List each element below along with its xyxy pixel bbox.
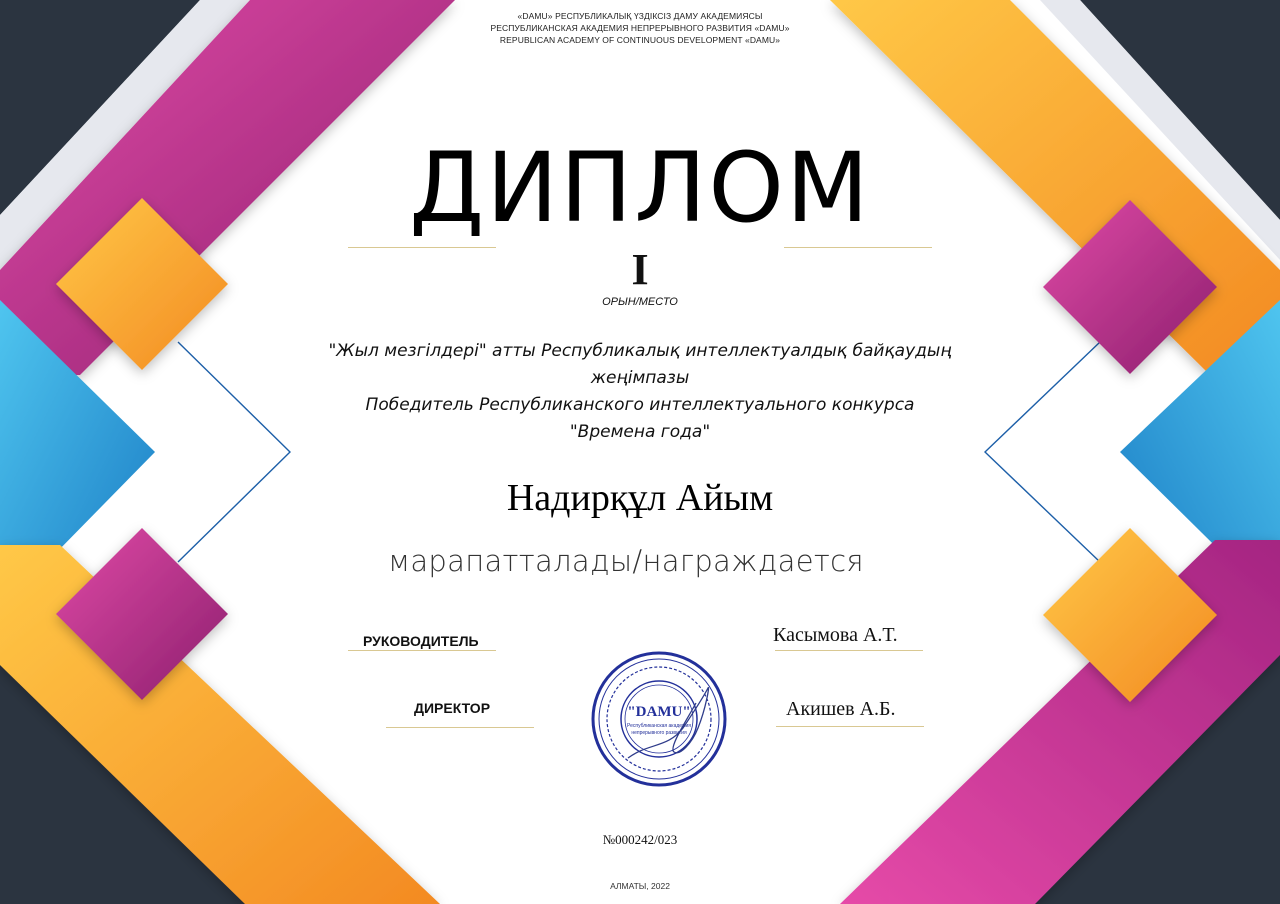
place-label: ОРЫН/МЕСТО [602,296,678,308]
awarded-text: марапатталады/награждается [388,544,864,578]
description-line: Победитель Республиканского интеллектуального конкурса [365,395,915,415]
supervisor-rule [348,650,496,651]
director-name-rule [776,726,924,727]
stamp-sub-line-2: непрерывного развития [631,730,687,736]
stamp-sub-line-1: Республиканская академия [626,723,692,729]
recipient-name: Надирқұл Айым [506,477,774,519]
official-stamp [588,648,730,790]
supervisor-role: РУКОВОДИТЕЛЬ [363,633,479,649]
description-line: "Жыл мезгілдері" атты Республикалық интеллектуалдық байқаудың [328,341,952,361]
stamp-center-text: "DAMU" [627,704,691,720]
supervisor-name: Касымова А.Т. [773,624,898,646]
academy-name-english: REPUBLICAN ACADEMY OF CONTINUOUS DEVELOPMENT «DAMU» [499,35,781,45]
director-name: Акишев А.Б. [786,698,896,720]
city-year: АЛМАТЫ, 2022 [610,881,670,891]
supervisor-name-rule [775,650,923,651]
place-number: I [631,245,649,294]
director-rule [386,727,534,728]
certificate-number: №000242/023 [602,832,678,847]
description-line: жеңімпазы [590,368,690,388]
director-role: ДИРЕКТОР [414,700,491,716]
academy-name-kazakh: «DAMU» РЕСПУБЛИКАЛЫҚ ҮЗДІКСІЗ ДАМУ АКАДЕМИЯСЫ [517,11,763,21]
academy-name-russian: РЕСПУБЛИКАНСКАЯ АКАДЕМИЯ НЕПРЕРЫВНОГО РАЗВИТИЯ «DAMU» [490,23,790,33]
award-description [290,338,990,446]
description-line: "Времена года" [569,422,711,442]
diploma-title: ДИПЛОМ [409,132,871,244]
